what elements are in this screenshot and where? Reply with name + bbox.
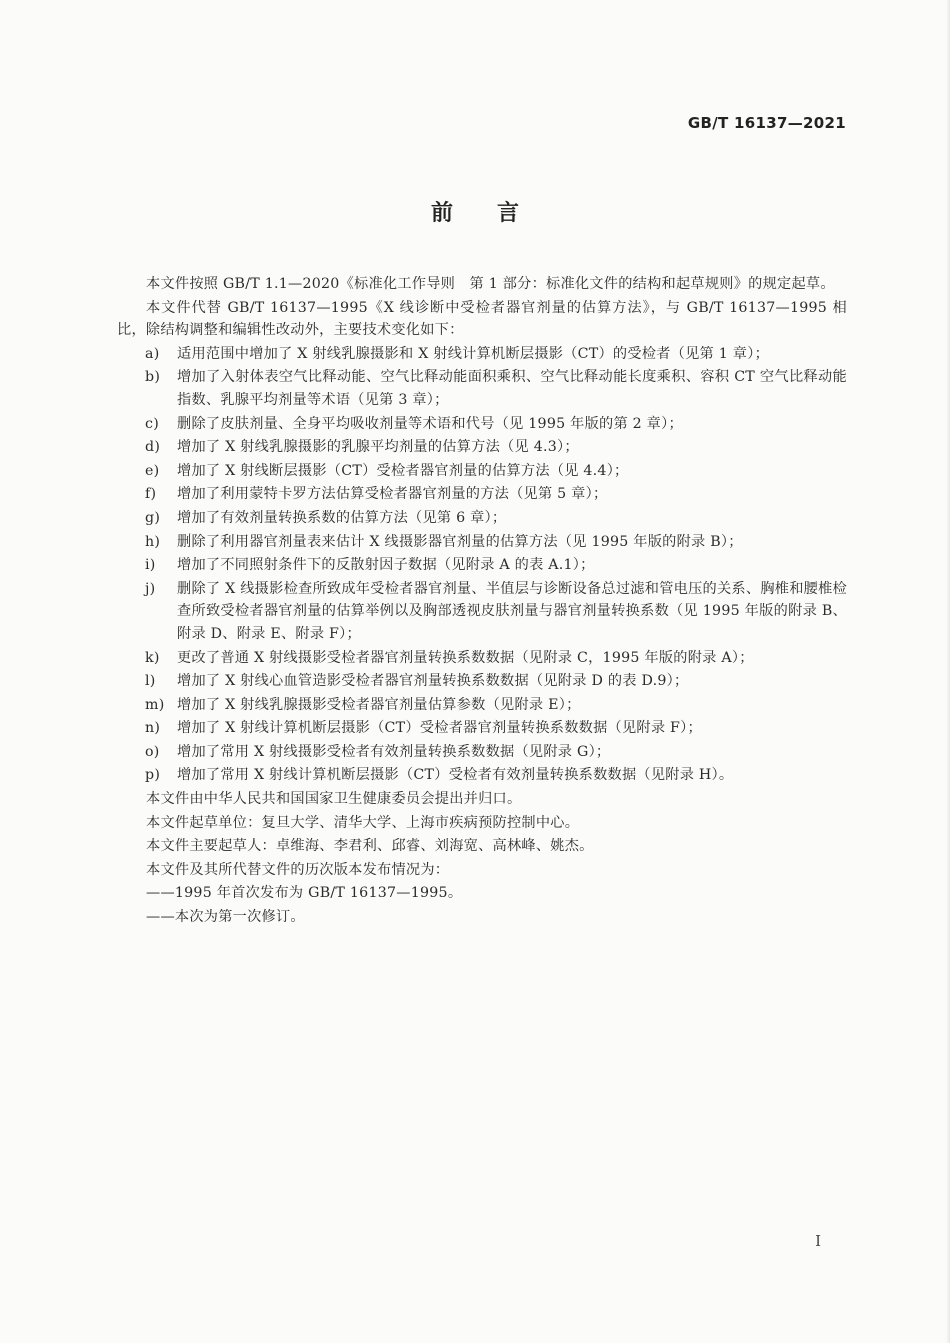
list-item-marker: j) bbox=[145, 580, 156, 597]
version-history-item: ——本次为第一次修订。 bbox=[146, 909, 305, 926]
list-item-text: 增加了 X 射线心血管造影受检者器官剂量转换系数数据（见附录 D 的表 D.9）； bbox=[177, 673, 689, 690]
list-item bbox=[117, 647, 847, 670]
list-item-text: 增加了入射体表空气比释动能、空气比释动能面积乘积、空气比释动能长度乘积、容积 CT 空气比释动能指数、乳腺平均剂量等术语（见第 3 章）； bbox=[177, 369, 847, 408]
list-item-marker: a) bbox=[145, 345, 160, 362]
list-item bbox=[117, 694, 847, 717]
list-item bbox=[117, 413, 847, 436]
list-item bbox=[117, 741, 847, 764]
list-item bbox=[117, 670, 847, 693]
list-item-marker: i) bbox=[145, 557, 156, 574]
list-item-marker: p) bbox=[145, 767, 161, 784]
list-item-text: 删除了皮肤剂量、全身平均吸收剂量等术语和代号（见 1995 年版的第 2 章）； bbox=[177, 415, 683, 432]
list-item-marker: d) bbox=[145, 439, 161, 456]
list-item-text: 增加了 X 射线计算机断层摄影（CT）受检者器官剂量转换系数数据（见附录 F）； bbox=[177, 720, 702, 737]
technical-changes-list bbox=[117, 343, 847, 787]
list-item bbox=[117, 717, 847, 740]
list-item-text: 增加了不同照射条件下的反散射因子数据（见附录 A 的表 A.1）； bbox=[177, 557, 595, 574]
proposer-statement: 本文件由中华人民共和国国家卫生健康委员会提出并归口。 bbox=[146, 791, 522, 808]
list-item-text: 增加了 X 射线乳腺摄影受检者器官剂量估算参数（见附录 E）； bbox=[177, 696, 581, 713]
list-item-text: 增加了 X 射线乳腺摄影的乳腺平均剂量的估算方法（见 4.3）； bbox=[177, 439, 579, 456]
list-item-marker: e) bbox=[145, 462, 160, 479]
list-item bbox=[117, 483, 847, 506]
list-item-marker: k) bbox=[145, 649, 160, 666]
replacement-paragraph: 本文件代替 GB/T 16137—1995《X 线诊断中受检者器官剂量的估算方法》，与 GB/T 16137—1995 相比，除结构调整和编辑性改动外，主要技术变化如下： bbox=[117, 299, 847, 339]
version-history-item: ——1995 年首次发布为 GB/T 16137—1995。 bbox=[146, 885, 463, 902]
list-item-text: 增加了有效剂量转换系数的估算方法（见第 6 章）； bbox=[177, 509, 507, 526]
list-item-marker: n) bbox=[145, 720, 161, 737]
list-item-marker: h) bbox=[145, 533, 161, 550]
list-item bbox=[117, 343, 847, 366]
list-item-marker: g) bbox=[145, 509, 161, 526]
list-item-marker: f) bbox=[145, 486, 157, 503]
list-item-text: 删除了 X 线摄影检查所致成年受检者器官剂量、半值层与诊断设备总过滤和管电压的关系、胸椎和腰椎检查所致受检者器官剂量的估算举例以及胸部透视皮肤剂量与器官剂量转换系数（见 1995 年版的附录 B、附录 D、附录 E、附录 F）； bbox=[177, 580, 847, 642]
list-item-text: 适用范围中增加了 X 射线乳腺摄影和 X 射线计算机断层摄影（CT）的受检者（见第 1 章）； bbox=[177, 345, 770, 362]
list-item-text: 更改了普通 X 射线摄影受检者器官剂量转换系数数据（见附录 C，1995 年版的附录 A）； bbox=[177, 649, 754, 666]
list-item-marker: o) bbox=[145, 743, 160, 760]
list-item bbox=[117, 764, 847, 787]
list-item-text: 增加了利用蒙特卡罗方法估算受检者器官剂量的方法（见第 5 章）； bbox=[177, 486, 608, 503]
page-title: 前言 bbox=[430, 201, 563, 226]
intro-paragraph: 本文件按照 GB/T 1.1—2020《标准化工作导则 第 1 部分：标准化文件的结构和起草规则》的规定起草。 bbox=[146, 276, 835, 292]
list-item-marker: c) bbox=[145, 415, 159, 432]
list-item-text: 增加了常用 X 射线计算机断层摄影（CT）受检者有效剂量转换系数数据（见附录 H）。 bbox=[177, 767, 734, 784]
scan-edge-shadow bbox=[946, 0, 950, 1343]
list-item-text: 增加了 X 射线断层摄影（CT）受检者器官剂量的估算方法（见 4.4）； bbox=[177, 462, 629, 479]
list-item-text: 增加了常用 X 射线摄影受检者有效剂量转换系数数据（见附录 G）； bbox=[177, 743, 611, 760]
list-item bbox=[117, 554, 847, 577]
drafters: 本文件主要起草人：卓维海、李君利、邱睿、刘海宽、高林峰、姚杰。 bbox=[146, 838, 594, 855]
list-item-marker: l) bbox=[145, 673, 156, 690]
list-item-marker: m) bbox=[145, 696, 165, 713]
list-item bbox=[117, 507, 847, 530]
list-item bbox=[117, 460, 847, 483]
list-item-text: 删除了利用器官剂量表来估计 X 线摄影器官剂量的估算方法（见 1995 年版的附录 B）； bbox=[177, 533, 743, 550]
list-item-marker: b) bbox=[145, 369, 161, 386]
foreword-body bbox=[117, 273, 847, 930]
drafting-units: 本文件起草单位：复旦大学、清华大学、上海市疾病预防控制中心。 bbox=[146, 814, 580, 831]
list-item bbox=[117, 436, 847, 459]
version-history-intro: 本文件及其所代替文件的历次版本发布情况为： bbox=[146, 861, 450, 878]
list-item bbox=[117, 531, 847, 554]
standard-number: GB/T 16137—2021 bbox=[687, 114, 846, 132]
list-item bbox=[117, 578, 847, 646]
list-item bbox=[117, 366, 847, 411]
page-number: I bbox=[815, 1232, 821, 1250]
